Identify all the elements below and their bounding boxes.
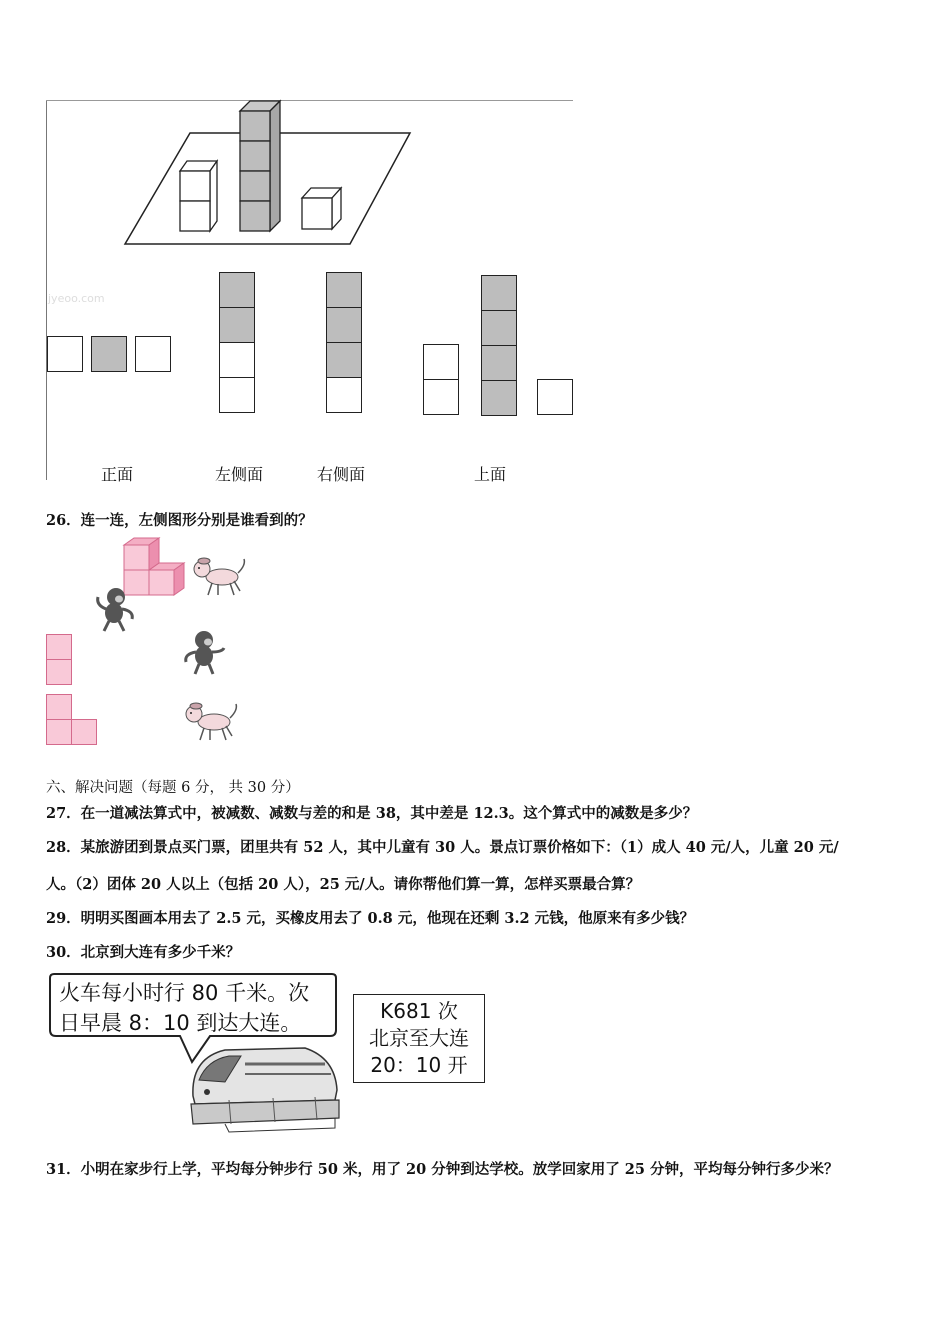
top-view-cube — [423, 344, 459, 380]
question-28-line2: 人。（2）团体 20 人以上（包括 20 人），25 元/人。请你帮他们算一算，怎样买票最合算？ — [46, 876, 641, 893]
watermark: jyeoo.com — [48, 292, 105, 305]
left-view-cube — [219, 342, 255, 378]
front-view-cube — [135, 336, 171, 372]
monkey-icon — [180, 630, 228, 678]
cube-arrangement-3d — [0, 0, 600, 260]
left-stack — [180, 161, 217, 231]
train-icon — [185, 1038, 345, 1138]
label-front: 正面 — [101, 465, 134, 484]
dog-icon — [188, 555, 250, 599]
ticket-line-1: K681 次 — [380, 999, 458, 1023]
figure-30 — [0, 970, 520, 1140]
dog-icon — [180, 700, 242, 744]
bubble-line-2: 日早晨 8：10 到达大连。 — [59, 1011, 302, 1035]
middle-stack — [240, 101, 280, 231]
train-ticket-sign — [353, 994, 485, 1083]
pink-square — [46, 719, 72, 745]
figure-25 — [0, 0, 600, 500]
pink-square — [71, 719, 97, 745]
right-cube — [302, 188, 341, 229]
question-26: 26．连一连，左侧图形分别是谁看到的？ — [46, 512, 313, 529]
question-27: 27．在一道减法算式中，被减数、减数与差的和是 38，其中差是 12.3。这个算式中的减数是多少？ — [46, 805, 698, 822]
ticket-text — [354, 995, 484, 1079]
question-31: 31．小明在家步行上学，平均每分钟步行 50 米，用了 20 分钟到达学校。放学回家用了 25 分钟，平均每分钟行多少米？ — [46, 1161, 839, 1178]
right-view-cube — [326, 377, 362, 413]
top-view-cube — [481, 310, 517, 346]
right-view-cube — [326, 342, 362, 378]
figure-26 — [0, 535, 300, 755]
front-view-cube — [47, 336, 83, 372]
right-view-cube — [326, 272, 362, 308]
pink-square — [46, 634, 72, 660]
section-6-title: 六、解决问题（每题 6 分， 共 30 分） — [46, 780, 300, 796]
label-top: 上面 — [474, 465, 507, 484]
left-view-cube — [219, 377, 255, 413]
label-left: 左侧面 — [215, 465, 264, 484]
pink-square — [46, 694, 72, 720]
right-view-cube — [326, 307, 362, 343]
pink-square — [46, 659, 72, 685]
top-view-cube — [481, 380, 517, 416]
top-view-cube — [481, 275, 517, 311]
top-view-cube — [537, 379, 573, 415]
monkey-icon — [92, 585, 140, 633]
ticket-line-3: 20：10 开 — [370, 1053, 468, 1077]
question-30: 30．北京到大连有多少千米？ — [46, 944, 241, 961]
bubble-text — [59, 978, 309, 1038]
front-view-cube — [91, 336, 127, 372]
bubble-line-1: 火车每小时行 80 千米。次 — [59, 981, 310, 1005]
top-view-cube — [423, 379, 459, 415]
question-28-line1: 28．某旅游团到景点买门票，团里共有 52 人，其中儿童有 30 人。景点订票价格如下：（1）成人 40 元/人，儿童 20 元/ — [46, 839, 839, 856]
top-view-cube — [481, 345, 517, 381]
left-view-cube — [219, 272, 255, 308]
question-29: 29．明明买图画本用去了 2.5 元，买橡皮用去了 0.8 元，他现在还剩 3.2 元钱，他原来有多少钱？ — [46, 910, 695, 927]
label-right: 右侧面 — [317, 465, 366, 484]
left-view-cube — [219, 307, 255, 343]
ticket-line-2: 北京至大连 — [369, 1026, 469, 1050]
